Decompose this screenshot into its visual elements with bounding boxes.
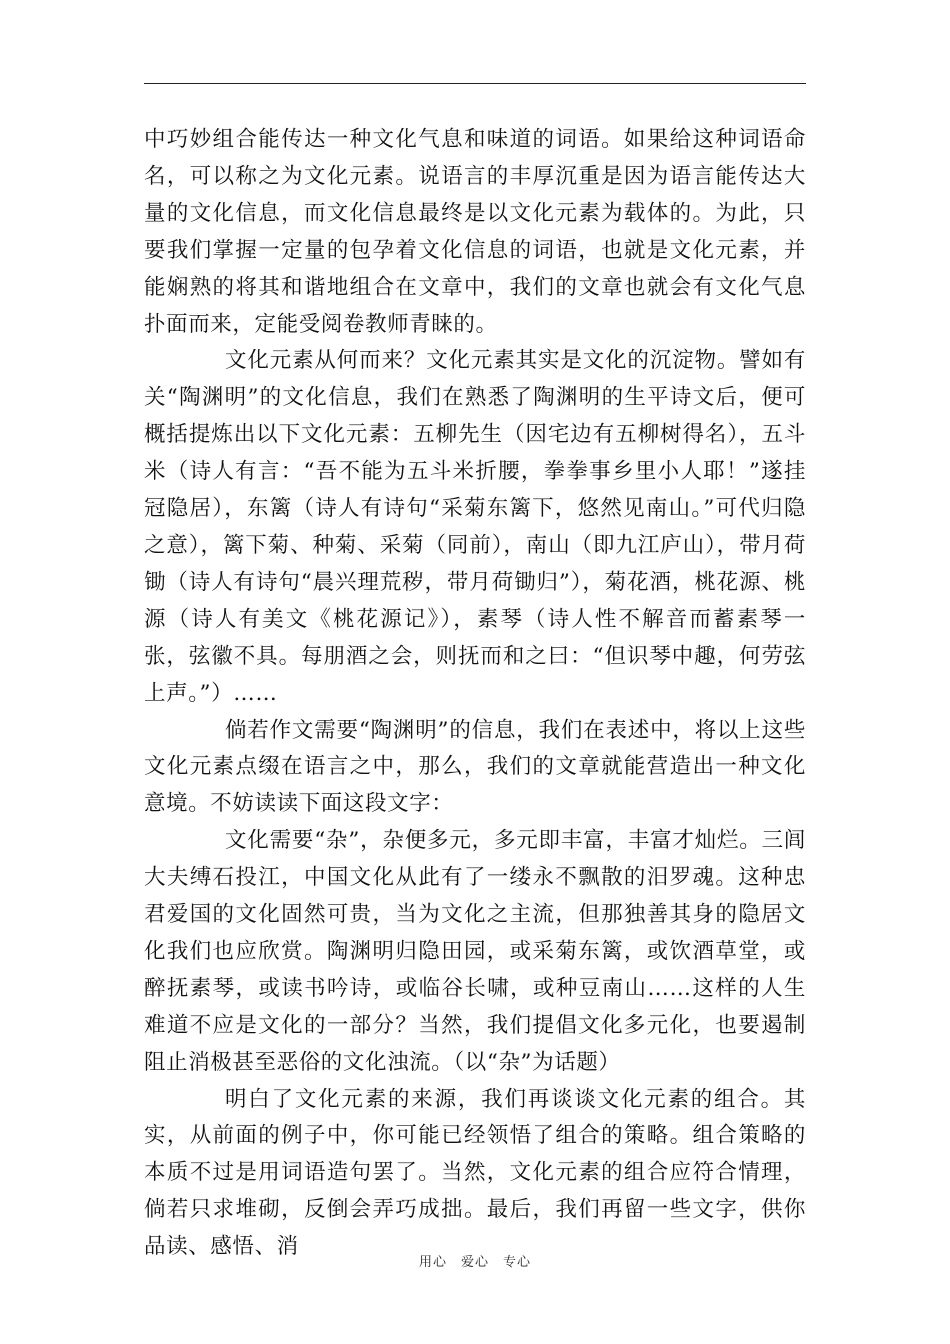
paragraph: 文化元素从何而来？文化元素其实是文化的沉淀物。譬如有关“陶渊明”的文化信息，我们在熟悉了陶渊明的生平诗文后，便可概括提炼出以下文化元素：五柳先生（因宅边有五柳树得名），五斗米（诗人有言：“吾不能为五斗米折腰，拳拳事乡里小人耶！”遂挂冠隐居），东篱（诗人有诗句“采菊东篱下，悠然见南山。”可代归隐之意），篱下菊、种菊、采菊（同前），南山（即九江庐山），带月荷锄（诗人有诗句“晨兴理荒秽，带月荷锄归”），菊花酒，桃花源、桃源（诗人有美文《桃花源记》），素琴（诗人性不解音而蓄素琴一张，弦徽不具。每朋酒之会，则抚而和之曰：“但识琴中趣，何劳弦上声。”）…… <box>144 348 806 706</box>
document-body <box>144 122 806 1266</box>
header-rule <box>144 83 806 84</box>
paragraph: 中巧妙组合能传达一种文化气息和味道的词语。如果给这种词语命名，可以称之为文化元素。说语言的丰厚沉重是因为语言能传达大量的文化信息，而文化信息最终是以文化元素为载体的。为此，只要我们掌握一定量的包孕着文化信息的词语，也就是文化元素，并能娴熟的将其和谐地组合在文章中，我们的文章也就会有文化气息扑面而来，定能受阅卷教师青睐的。 <box>144 127 806 337</box>
page-footer: 用心 爱心 专心 <box>418 1255 531 1270</box>
quoted-example-paragraph: 文化需要“杂”，杂便多元，多元即丰富，丰富才灿烂。三闾大夫缚石投江，中国文化从此有了一缕永不飘散的汨罗魂。这种忠君爱国的文化固然可贵，当为文化之主流，但那独善其身的隐居文化我们也应欣赏。陶渊明归隐田园，或采菊东篱，或饮酒草堂，或醉抚素琴，或读书吟诗，或临谷长啸，或种豆南山……这样的人生难道不应是文化的一部分？当然，我们提倡文化多元化，也要遏制阻止消极甚至恶俗的文化浊流。（以“杂”为话题） <box>144 828 806 1075</box>
paragraph: 倘若作文需要“陶渊明”的信息，我们在表述中，将以上这些文化元素点缀在语言之中，那么，我们的文章就能营造出一种文化意境。不妨读读下面这段文字： <box>144 717 806 817</box>
paragraph: 明白了文化元素的来源，我们再谈谈文化元素的组合。其实，从前面的例子中，你可能已经领悟了组合的策略。组合策略的本质不过是用词语造句罢了。当然，文化元素的组合应符合情理，倘若只求堆砌，反倒会弄巧成拙。最后，我们再留一些文字，供你品读、感悟、消 <box>144 1086 806 1260</box>
